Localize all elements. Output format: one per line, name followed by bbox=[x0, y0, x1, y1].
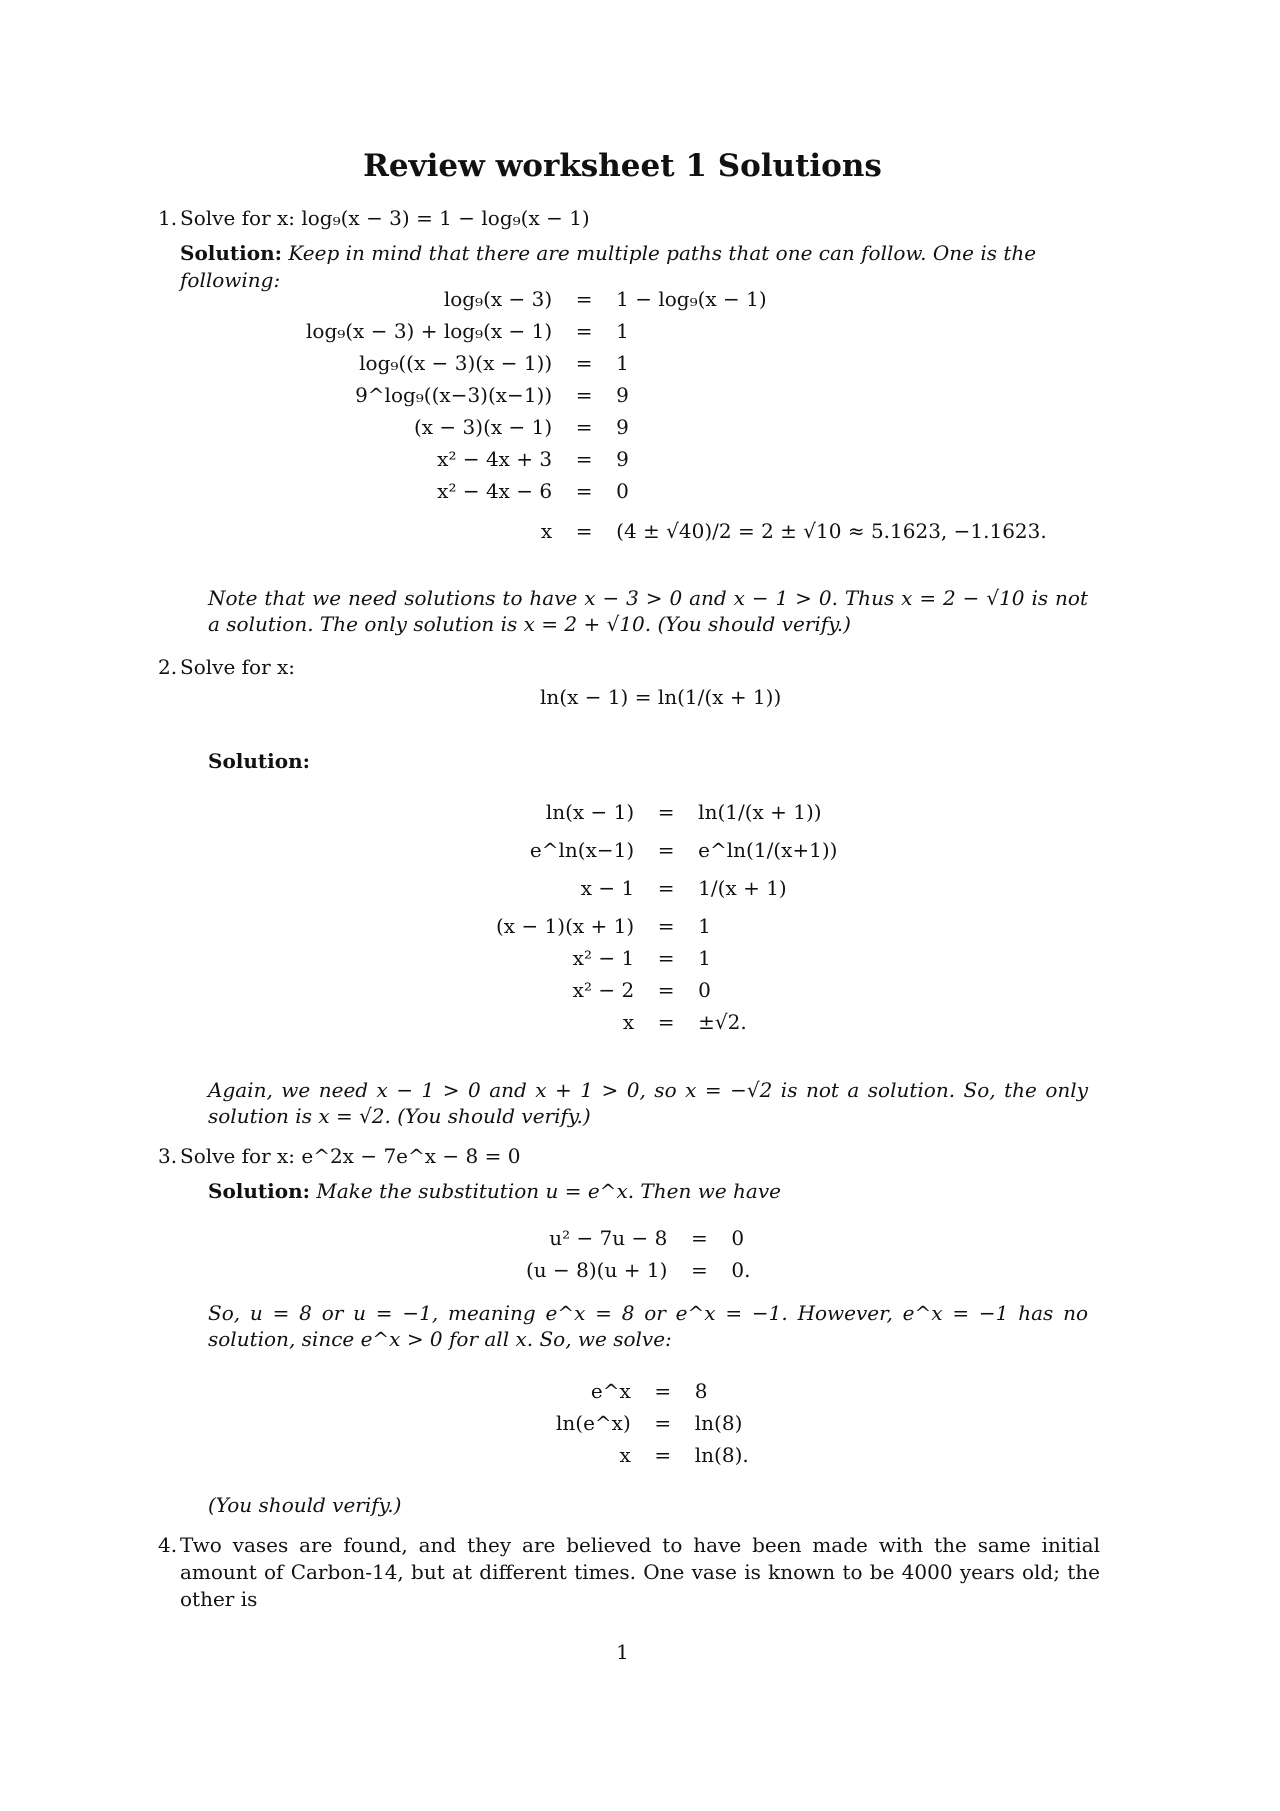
equation-rhs: e^ln(1/(x+1)) bbox=[698, 838, 838, 862]
equation-rhs: 8 bbox=[694, 1379, 708, 1403]
equation-row: (u − 8)(u + 1) = 0. bbox=[520, 1254, 756, 1286]
problem-3-verify: (You should verify.) bbox=[208, 1493, 402, 1517]
equation-row: log₉(x − 3) + log₉(x − 1) = 1 bbox=[300, 315, 1053, 347]
equation-row: ln(e^x) = ln(8) bbox=[550, 1407, 755, 1439]
equation-row: (x − 3)(x − 1) = 9 bbox=[300, 411, 1053, 443]
problem-2-solution-label bbox=[208, 748, 1128, 775]
solution-label: Solution: bbox=[208, 749, 311, 773]
equation-lhs: 9^log₉((x−3)(x−1)) bbox=[355, 383, 553, 407]
equation-row: (x − 1)(x + 1) = 1 bbox=[490, 910, 843, 942]
equation-lhs: x bbox=[540, 519, 553, 543]
equation-rhs: 1 bbox=[698, 946, 711, 970]
equation-rhs: ln(1/(x + 1)) bbox=[698, 800, 822, 824]
equation-lhs: u² − 7u − 8 bbox=[549, 1226, 668, 1250]
problem-3-substitution bbox=[520, 1222, 756, 1286]
equation-lhs: e^x bbox=[590, 1379, 631, 1403]
equation-lhs: x² − 1 bbox=[572, 946, 635, 970]
equation-lhs: x² − 4x − 6 bbox=[437, 479, 553, 503]
equation-row: log₉((x − 3)(x − 1)) = 1 bbox=[300, 347, 1053, 379]
equation-lhs: x bbox=[622, 1010, 635, 1034]
problem-number: 2. bbox=[158, 655, 178, 679]
equation-rhs: 1 bbox=[698, 914, 711, 938]
equation-row: x = (4 ± √40)/2 = 2 ± √10 ≈ 5.1623, −1.1623. bbox=[300, 507, 1053, 555]
equation-rhs: 9 bbox=[616, 383, 629, 407]
equation-row: e^x = 8 bbox=[550, 1375, 755, 1407]
solution-label: Solution: bbox=[180, 241, 283, 265]
equation-lhs: x − 1 bbox=[580, 876, 635, 900]
equation-rhs: 1 − log₉(x − 1) bbox=[616, 287, 767, 311]
problem-4-prompt: Two vases are found, and they are believed to have been made with the same initial amount of Carbon-14, but at different times. One vase is known to be 4000 years old; the other is bbox=[180, 1533, 1100, 1611]
problem-2-prompt: Solve for x: bbox=[180, 655, 296, 679]
equation-lhs: x² − 4x + 3 bbox=[437, 447, 553, 471]
equation-row: 9^log₉((x−3)(x−1)) = 9 bbox=[300, 379, 1053, 411]
page-title: Review worksheet 1 Solutions bbox=[363, 148, 882, 184]
problem-1-note: Note that we need solutions to have x − 3 > 0 and x − 1 > 0. Thus x = 2 − √10 is not a solution. The only solution is x = 2 + √10. (You should verify.) bbox=[208, 586, 1088, 636]
equation-rhs: 9 bbox=[616, 415, 629, 439]
problem-3 bbox=[158, 1143, 1100, 1170]
equation-row: x = ln(8). bbox=[550, 1439, 755, 1471]
problem-2-derivation bbox=[490, 790, 843, 1038]
problem-1 bbox=[158, 205, 1100, 232]
equation-rhs: 1 bbox=[616, 319, 629, 343]
equation-row: x² − 1 = 1 bbox=[490, 942, 843, 974]
problem-number: 4. bbox=[158, 1533, 178, 1557]
equation-rhs: (4 ± √40)/2 = 2 ± √10 ≈ 5.1623, −1.1623. bbox=[616, 519, 1047, 543]
equation-lhs: e^ln(x−1) bbox=[529, 838, 635, 862]
solution-intro-text: Keep in mind that there are multiple paths that one can follow. One is the following: bbox=[180, 241, 1037, 292]
equation-rhs: 0. bbox=[731, 1258, 751, 1282]
equation-row: x = ±√2. bbox=[490, 1006, 843, 1038]
equation-row: x² − 4x − 6 = 0 bbox=[300, 475, 1053, 507]
problem-3-derivation bbox=[550, 1375, 755, 1471]
equation-rhs: ±√2. bbox=[698, 1010, 747, 1034]
equation-lhs: x² − 2 bbox=[572, 978, 635, 1002]
page-number: 1 bbox=[616, 1640, 629, 1664]
problem-3-note: So, u = 8 or u = −1, meaning e^x = 8 or e^x = −1. However, e^x = −1 has no solution, since e^x > 0 for all x. So, we solve: bbox=[208, 1301, 1088, 1351]
problem-number: 3. bbox=[158, 1144, 178, 1168]
equation-lhs: log₉(x − 3) + log₉(x − 1) bbox=[306, 319, 553, 343]
equation-lhs: ln(x − 1) bbox=[545, 800, 635, 824]
problem-1-derivation bbox=[300, 283, 1053, 555]
equation-row: x² − 2 = 0 bbox=[490, 974, 843, 1006]
equation-rhs: 1 bbox=[616, 351, 629, 375]
equation-rhs: ln(8) bbox=[694, 1411, 743, 1435]
problem-2-display-equation: ln(x − 1) = ln(1/(x + 1)) bbox=[540, 685, 782, 709]
problem-1-prompt: Solve for x: log₉(x − 3) = 1 − log₉(x − 1) bbox=[180, 206, 590, 230]
problem-4 bbox=[158, 1532, 1100, 1613]
problem-3-solution-intro bbox=[208, 1178, 1128, 1205]
equation-rhs: 9 bbox=[616, 447, 629, 471]
equation-row: u² − 7u − 8 = 0 bbox=[520, 1222, 756, 1254]
equation-row: x² − 4x + 3 = 9 bbox=[300, 443, 1053, 475]
equation-lhs: (x − 3)(x − 1) bbox=[413, 415, 553, 439]
equation-rhs: 0 bbox=[616, 479, 629, 503]
equation-lhs: log₉(x − 3) bbox=[443, 287, 553, 311]
equation-lhs: ln(e^x) bbox=[556, 1411, 631, 1435]
equation-row: x − 1 = 1/(x + 1) bbox=[490, 866, 843, 910]
solution-intro-text: Make the substitution u = e^x. Then we have bbox=[316, 1179, 781, 1203]
equation-lhs: x bbox=[619, 1443, 631, 1467]
problem-number: 1. bbox=[158, 206, 178, 230]
equation-row: log₉(x − 3) = 1 − log₉(x − 1) bbox=[300, 283, 1053, 315]
equation-rhs: 0 bbox=[698, 978, 711, 1002]
equation-row: ln(x − 1) = ln(1/(x + 1)) bbox=[490, 790, 843, 834]
equation-lhs: log₉((x − 3)(x − 1)) bbox=[359, 351, 553, 375]
equation-lhs: (x − 1)(x + 1) bbox=[496, 914, 635, 938]
problem-2 bbox=[158, 654, 1100, 681]
equation-lhs: (u − 8)(u + 1) bbox=[526, 1258, 668, 1282]
solution-label: Solution: bbox=[208, 1179, 311, 1203]
equation-rhs: ln(8). bbox=[694, 1443, 749, 1467]
equation-rhs: 1/(x + 1) bbox=[698, 876, 787, 900]
equation-row: e^ln(x−1) = e^ln(1/(x+1)) bbox=[490, 834, 843, 866]
problem-3-prompt: Solve for x: e^2x − 7e^x − 8 = 0 bbox=[180, 1144, 521, 1168]
problem-2-note: Again, we need x − 1 > 0 and x + 1 > 0, so x = −√2 is not a solution. So, the only solution is x = √2. (You should verify.) bbox=[208, 1078, 1088, 1128]
equation-rhs: 0 bbox=[731, 1226, 745, 1250]
